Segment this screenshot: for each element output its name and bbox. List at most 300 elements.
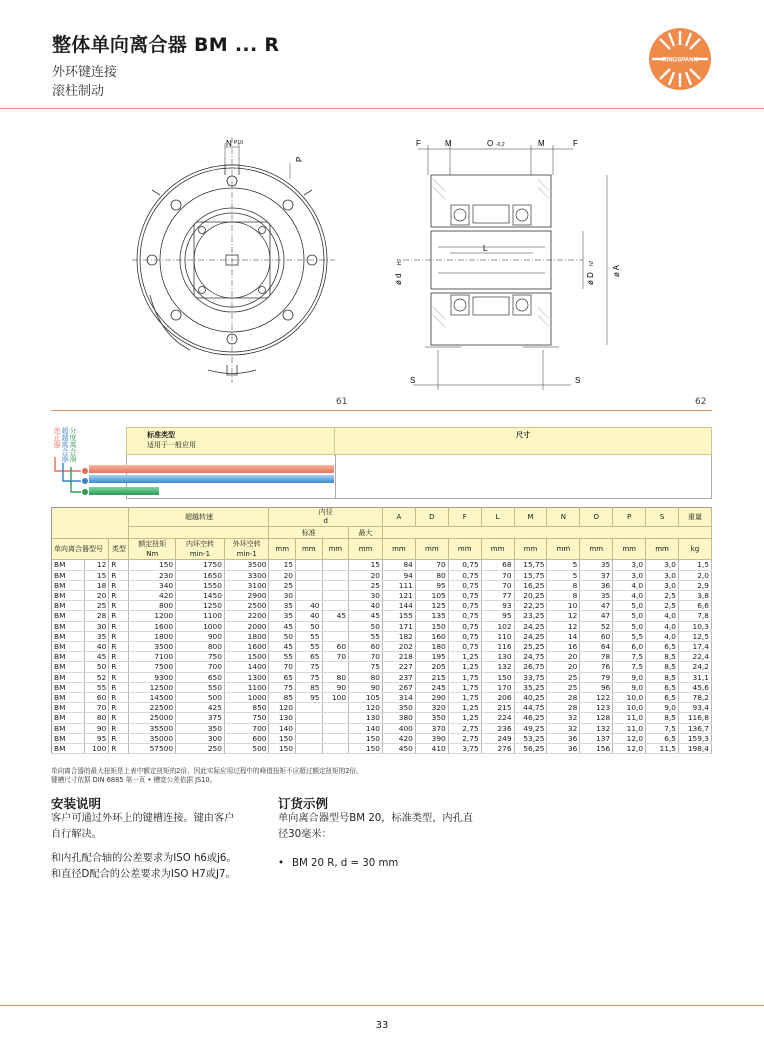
table-cell [322,601,349,611]
table-cell: 3,0 [613,570,646,580]
table-cell: 300 [176,733,225,743]
table-cell: 10,0 [613,693,646,703]
table-cell: 40 [349,601,383,611]
table-cell: 0,75 [448,642,481,652]
table-header-row-2 [52,527,712,539]
table-cell: 94 [382,570,415,580]
table-cell: R [109,733,129,743]
th-n: N [547,508,580,527]
install-p1b: 自行解决。 [51,829,102,840]
table-cell: 224 [481,713,514,723]
table-cell: 26,75 [514,662,547,672]
table-cell: 70 [481,570,514,580]
table-cell: 750 [176,652,225,662]
table-cell: 77 [481,591,514,601]
table-cell [296,703,323,713]
table-cell: 70 [349,652,383,662]
table-cell: 24,25 [514,621,547,631]
table-cell: 8,5 [646,662,679,672]
table-cell: 290 [415,693,448,703]
table-cell: 171 [382,621,415,631]
table-cell: 90 [322,682,349,692]
table-cell [322,580,349,590]
table-cell: 35 [269,611,296,621]
table-row [52,580,712,590]
table-cell: 198,4 [679,744,712,754]
table-cell: 15 [269,560,296,570]
table-cell: 93 [481,601,514,611]
table-cell: 390 [415,733,448,743]
table-cell: 215 [415,672,448,682]
table-cell: 140 [349,723,383,733]
table-row [52,642,712,652]
table-cell: 68 [481,560,514,570]
table-cell: 0,75 [448,570,481,580]
section-view-drawing [383,135,628,395]
legend-bar-red [89,465,334,473]
table-cell: 156 [580,744,613,754]
table-cell: 32 [547,713,580,723]
table-cell: 123 [580,703,613,713]
figure-number-61: 61 [336,397,348,407]
table-cell: 6,6 [679,601,712,611]
table-cell: 550 [176,682,225,692]
table-cell: 170 [481,682,514,692]
table-cell: 10 [547,601,580,611]
table-cell: 36 [580,580,613,590]
table-cell: 3300 [224,570,269,580]
table-cell: 60 [349,642,383,652]
table-cell [322,591,349,601]
th-a: A [382,508,415,527]
label-n-tol: P10 [234,140,243,146]
table-cell: 45 [269,621,296,631]
table-cell: 900 [176,631,225,641]
table-cell: 10,0 [613,703,646,713]
table-cell: 85 [296,682,323,692]
table-cell: 8,5 [646,652,679,662]
th-l: L [481,508,514,527]
table-cell: 0,75 [448,631,481,641]
table-cell: 78,2 [679,693,712,703]
table-cell: 8,5 [646,672,679,682]
table-cell: 120 [349,703,383,713]
table-cell: 320 [415,703,448,713]
table-cell: 155 [382,611,415,621]
table-cell: 95 [85,733,109,743]
table-cell: 276 [481,744,514,754]
table-row [52,693,712,703]
table-cell: 75 [269,682,296,692]
th-unit: mm [349,539,383,560]
table-cell: 6,5 [646,642,679,652]
table-cell: 3,0 [613,560,646,570]
label-o-tol: -0,2 [496,142,505,148]
table-cell: 33,75 [514,672,547,682]
th-unit: mm [547,539,580,560]
table-cell: 70 [415,560,448,570]
table-cell: 22,4 [679,652,712,662]
th-standard: 标准 [269,527,349,539]
table-cell: 205 [415,662,448,672]
table-row [52,682,712,692]
table-cell: R [109,580,129,590]
table-cell: 5,5 [613,631,646,641]
table-cell: 218 [382,652,415,662]
table-cell: 10,3 [679,621,712,631]
table-cell: 25 [349,580,383,590]
table-cell: 150 [349,733,383,743]
table-cell: 80 [322,672,349,682]
table-cell [296,560,323,570]
table-cell: 500 [224,744,269,754]
label-big-d: ø D [586,272,595,285]
table-cell: 30 [349,591,383,601]
label-n: N [226,139,232,148]
table-cell: 410 [415,744,448,754]
table-cell: 50 [296,621,323,631]
table-cell: 5,0 [613,611,646,621]
table-cell: 70 [481,580,514,590]
table-cell [322,560,349,570]
table-cell: 267 [382,682,415,692]
table-cell: 1,25 [448,713,481,723]
page-number: 33 [375,1020,389,1031]
page-title: 整体单向离合器 BM ... R [52,34,280,56]
table-cell: R [109,652,129,662]
table-cell: 11,0 [613,713,646,723]
label-l: L [483,244,488,253]
table-cell: 8 [547,580,580,590]
table-cell: 121 [382,591,415,601]
table-cell: 2500 [224,601,269,611]
table-cell: 700 [176,662,225,672]
table-cell: 93,4 [679,703,712,713]
table-cell: 2,5 [646,601,679,611]
table-cell: 50 [349,621,383,631]
table-cell: R [109,570,129,580]
table-cell: 24,2 [679,662,712,672]
table-cell: R [109,591,129,601]
table-cell: 46,25 [514,713,547,723]
table-cell: 800 [129,601,176,611]
legend-bar-blue [89,475,334,483]
table-cell: BM [52,672,85,682]
table-cell: 450 [382,744,415,754]
table-cell: 6,0 [613,642,646,652]
table-cell: 45 [269,642,296,652]
label-o: O [487,139,494,148]
table-header-row-3 [52,539,712,560]
label-d-tol: H7 [397,258,403,265]
table-cell: 50 [269,631,296,641]
table-row [52,631,712,641]
table-cell: 35000 [129,733,176,743]
table-cell: 55 [296,631,323,641]
th-overrun: 超越转速 [129,508,269,527]
table-cell: 215 [481,703,514,713]
table-cell: 2,9 [679,580,712,590]
table-cell: 2,0 [679,570,712,580]
table-cell: 45 [349,611,383,621]
label-s-left: S [410,376,416,385]
table-cell: 96 [580,682,613,692]
table-cell: 3500 [224,560,269,570]
table-cell: BM [52,723,85,733]
table-cell: 102 [481,621,514,631]
table-cell: 28 [547,703,580,713]
table-cell: 76 [580,662,613,672]
table-cell: 160 [415,631,448,641]
table-cell: 25 [269,580,296,590]
subtitle-braking: 滚柱制动 [52,84,105,99]
table-cell: 600 [224,733,269,743]
table-row [52,591,712,601]
table-cell: BM [52,580,85,590]
table-cell: 4,0 [646,611,679,621]
install-text [51,811,266,883]
legend-bar-green [89,487,159,495]
label-m-right: M [538,139,545,148]
table-cell [322,621,349,631]
table-cell: 3,0 [646,570,679,580]
th-o: O [580,508,613,527]
table-cell: 55 [269,652,296,662]
figure-number-62: 62 [695,397,707,407]
order-p1a: 单向离合器型号BM 20，标准类型，内孔直 [278,813,473,824]
table-cell: 1800 [129,631,176,641]
table-cell [322,631,349,641]
table-cell: 15 [85,570,109,580]
table-cell: 7,5 [646,723,679,733]
table-cell: 20 [547,652,580,662]
table-cell: R [109,631,129,641]
table-row [52,560,712,570]
table-cell: 65 [269,672,296,682]
table-cell: 47 [580,601,613,611]
table-cell: 1100 [176,611,225,621]
th-unit: mm [382,539,415,560]
th-unit: mm [613,539,646,560]
table-cell: 53,25 [514,733,547,743]
table-cell: 150 [129,560,176,570]
table-cell: 60 [580,631,613,641]
table-cell: 8 [547,591,580,601]
install-p2b: 和直径D配合的公差要求为ISO H7或J7。 [51,869,236,880]
table-cell: 20 [547,662,580,672]
table-cell: 14 [547,631,580,641]
table-cell: 84 [382,560,415,570]
legend-label-indexing: 分度离合器 [69,427,77,462]
order-bullet [278,856,498,872]
order-text [278,811,498,872]
table-cell: 202 [382,642,415,652]
th-m: M [514,508,547,527]
table-cell: 120 [269,703,296,713]
th-unit: mm [296,539,323,560]
table-cell: R [109,713,129,723]
table-cell: 249 [481,733,514,743]
table-cell: 0,75 [448,611,481,621]
table-cell: 132 [481,662,514,672]
table-cell: BM [52,713,85,723]
legend-standard-type [127,428,335,456]
th-unit: mm [514,539,547,560]
table-cell: 23,25 [514,611,547,621]
label-d: ø d [394,273,403,285]
table-cell: 100 [85,744,109,754]
table-cell: BM [52,611,85,621]
table-cell: 105 [349,693,383,703]
table-cell: 35 [269,601,296,611]
table-cell: 5 [547,570,580,580]
th-f: F [448,508,481,527]
th-torque: 额定扭矩 Nm [129,539,176,560]
table-cell: 20 [85,591,109,601]
table-cell: 206 [481,693,514,703]
usage-legend [51,427,712,499]
th-outer: 外环空转 min-1 [224,539,269,560]
table-cell: 236 [481,723,514,733]
table-cell: 24,75 [514,652,547,662]
label-m-left: M [445,139,452,148]
th-unit-kg: kg [679,539,712,560]
table-cell: 95 [296,693,323,703]
table-cell: R [109,703,129,713]
table-cell: BM [52,703,85,713]
table-cell: 500 [176,693,225,703]
table-cell: 11,5 [646,744,679,754]
table-cell: BM [52,662,85,672]
table-cell: 116 [481,642,514,652]
table-cell: 1,25 [448,652,481,662]
table-cell: 375 [176,713,225,723]
table-cell: BM [52,570,85,580]
table-cell: 1600 [224,642,269,652]
legend-label-backstop: 逆止器 [53,427,61,448]
table-cell: 40,25 [514,693,547,703]
table-cell: BM [52,631,85,641]
table-cell: 137 [580,733,613,743]
table-cell: 3,8 [679,591,712,601]
legend-body [126,455,712,499]
table-cell: 130 [349,713,383,723]
table-cell: 15,75 [514,560,547,570]
table-cell: 90 [85,723,109,733]
table-cell: 49,25 [514,723,547,733]
table-cell: 30 [85,621,109,631]
table-cell: 55 [296,642,323,652]
table-row [52,672,712,682]
table-note-2: 键槽尺寸依据 DIN 6885 第一页 • 槽宽公差依据 JS10。 [51,776,217,784]
table-cell: 6,5 [646,733,679,743]
table-cell: 0,75 [448,580,481,590]
table-cell: 350 [415,713,448,723]
table-cell: 52 [580,621,613,631]
table-cell: 14500 [129,693,176,703]
table-cell: 12,0 [613,744,646,754]
legend-standard-type-title: 标准类型 [147,431,175,439]
table-cell: 12500 [129,682,176,692]
table-cell: 6,5 [646,693,679,703]
table-cell: 2,75 [448,723,481,733]
table-cell: 65 [296,652,323,662]
order-p1b: 径30毫米： [278,829,332,840]
table-cell: 20,25 [514,591,547,601]
table-cell: 37 [580,570,613,580]
table-cell: 18 [85,580,109,590]
table-row [52,621,712,631]
table-cell: 16 [547,642,580,652]
table-cell: 55 [85,682,109,692]
table-cell: 28 [85,611,109,621]
label-f-right: F [573,139,578,148]
logo-text: RINGSPANN [662,57,698,64]
table-cell: 5,0 [613,621,646,631]
table-cell: 1100 [224,682,269,692]
table-cell: 1500 [224,652,269,662]
table-cell [322,570,349,580]
table-cell: 150 [415,621,448,631]
table-cell: 25,25 [514,642,547,652]
table-cell: 245 [415,682,448,692]
table-cell: R [109,744,129,754]
table-cell: 12,0 [613,733,646,743]
table-cell: 370 [415,723,448,733]
table-cell: 1750 [176,560,225,570]
label-s-right: S [575,376,581,385]
table-cell: 1200 [129,611,176,621]
th-unit: mm [322,539,349,560]
table-cell: 1400 [224,662,269,672]
table-row [52,662,712,672]
table-cell: 5 [547,560,580,570]
table-cell: 79 [580,672,613,682]
label-big-d-tol: h7 [589,260,595,266]
table-cell: 78 [580,652,613,662]
table-cell: R [109,560,129,570]
table-cell: 4,0 [613,591,646,601]
table-cell: 6,5 [646,682,679,692]
table-cell: BM [52,642,85,652]
table-cell: 3,0 [646,560,679,570]
table-cell: 4,0 [646,631,679,641]
label-p: P [295,156,304,162]
table-cell: R [109,682,129,692]
table-cell: 150 [269,733,296,743]
table-cell: BM [52,652,85,662]
table-row [52,733,712,743]
table-cell: 70 [85,703,109,713]
order-bullet-text: BM 20 R, d = 30 mm [292,858,399,869]
table-cell: 22,25 [514,601,547,611]
table-cell: 1,5 [679,560,712,570]
table-cell: 1,25 [448,703,481,713]
table-cell: 100 [322,693,349,703]
table-cell [322,662,349,672]
th-unit: mm [415,539,448,560]
table-cell: 70 [322,652,349,662]
table-cell: 57500 [129,744,176,754]
table-cell: 50 [85,662,109,672]
figure-rule [51,410,712,411]
table-cell: BM [52,744,85,754]
table-cell: 80 [415,570,448,580]
th-weight: 重量 [679,508,712,527]
table-cell: 3500 [129,642,176,652]
table-header-row-1 [52,508,712,527]
th-d: D [415,508,448,527]
